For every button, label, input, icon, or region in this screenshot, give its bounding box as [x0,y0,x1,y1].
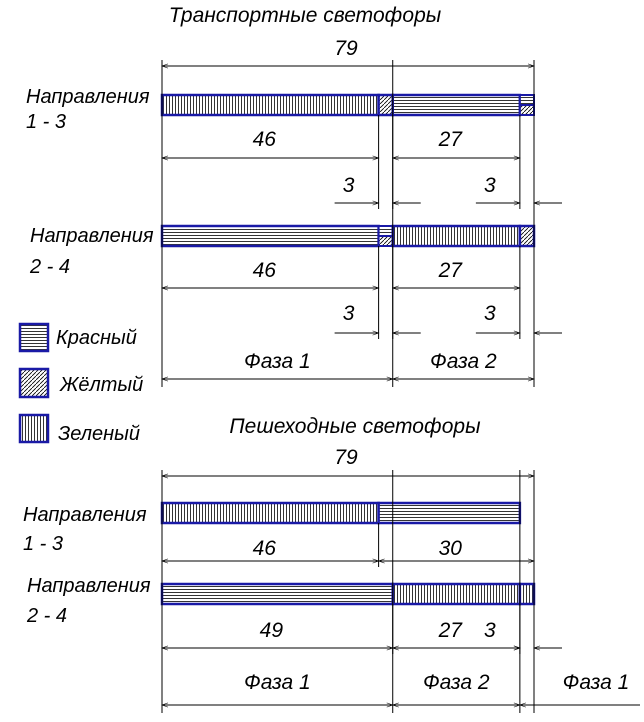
dimension-label: 49 [259,619,284,642]
bar-segment-green [393,226,520,246]
dimension-label: 27 [438,128,462,151]
phase-label: Фаза 2 [422,671,490,694]
bar-segment-red [162,226,379,246]
dimension-label: 46 [252,128,276,151]
row-label-transport-1-3: Направления [26,86,150,108]
dimension-label: 46 [252,259,276,282]
dimensions-transport-2-4 [162,246,562,339]
legend-red-swatch [20,324,48,351]
small-dimension-label: 3 [484,174,496,197]
section-title-transport: Транспортные светофоры [168,4,442,27]
bar-segment-green [393,584,520,604]
bar-segment-yellow [379,95,393,115]
dimensions-pedestrian-1-3 [162,523,534,567]
legend-green-label: Зеленый [58,423,140,445]
row-sublabel-pedestrian-2-4: 2 - 4 [27,605,68,627]
row-sublabel-transport-1-3: 1 - 3 [26,111,67,133]
legend-yellow-swatch [20,369,48,397]
dimension-label: 46 [252,537,276,560]
bar-segment-red [520,95,534,105]
legend-red-label: Красный [56,327,137,349]
legend-green-swatch [20,415,48,442]
small-dimension-label: 3 [342,302,355,325]
bar-segment-green [162,95,379,115]
legend-yellow-label: Жёлтый [60,374,144,396]
timing-bar-transport-2-4 [162,226,534,246]
small-dimension-label: 3 [484,619,496,642]
row-sublabel-transport-2-4: 2 - 4 [30,256,71,278]
dimension-label: 27 [438,619,462,642]
bar-segment-green [162,503,379,523]
bar-segment-red [393,95,520,115]
dimensions-pedestrian-2-4 [162,604,562,654]
phase-label: Фаза 1 [562,671,630,694]
phase-label: Фаза 1 [244,671,311,694]
bar-segment-green [520,584,534,604]
row-sublabel-pedestrian-1-3: 1 - 3 [23,533,64,555]
small-dimension-label: 3 [484,302,496,325]
dimension-label: 27 [438,259,462,282]
phase-label: Фаза 1 [244,350,311,373]
dimensions-transport-1-3 [162,115,562,209]
row-label-transport-2-4: Направления [30,225,154,247]
cycle-label-transport: 79 [334,37,358,60]
timing-bar-pedestrian-2-4 [162,584,534,604]
row-label-pedestrian-2-4: Направления [27,575,151,597]
timing-bar-pedestrian-1-3 [162,503,520,523]
timing-bar-transport-1-3 [162,95,534,115]
bar-segment-red [379,226,393,236]
legend [20,324,143,445]
bar-segment-red [379,503,520,523]
phase-label: Фаза 2 [430,350,497,373]
row-label-pedestrian-1-3: Направления [23,504,147,526]
bar-segment-yellow [520,105,534,115]
bar-segment-red [162,584,393,604]
cycle-label-pedestrian: 79 [334,446,358,469]
section-title-pedestrian: Пешеходные светофоры [229,415,481,438]
bar-segment-yellow [379,236,393,246]
small-dimension-label: 3 [342,174,355,197]
bar-segment-yellow [520,226,534,246]
dimension-label: 30 [438,537,462,560]
